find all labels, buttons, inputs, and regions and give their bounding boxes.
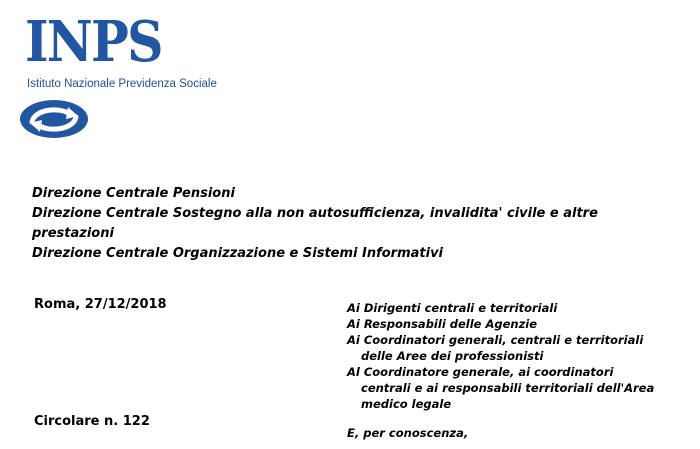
recipient-item: Ai Dirigenti centrali e territoriali: [347, 301, 558, 315]
recipient-item: Ai Coordinatori generali, centrali e territoriali delle Aree dei professionisti: [347, 333, 644, 363]
inps-logo: INPS: [25, 9, 162, 75]
recipient-item: Ai Responsabili delle Agenzie: [347, 317, 538, 331]
place-date: Roma, 27/12/2018: [34, 297, 167, 312]
recipients-list: [347, 300, 667, 412]
directorates-list: [32, 184, 672, 264]
recipient-item: Al Coordinatore generale, ai coordinatori centrali e ai responsabili territoriali dell'Area medico legale: [347, 365, 655, 411]
circular-number: Circolare n. 122: [34, 414, 150, 429]
directorate-pensions: Direzione Centrale Pensioni: [32, 186, 235, 201]
directorate-support: Direzione Centrale Sostegno alla non autosufficienza, invalidita' civile e altre prestazioni: [32, 206, 598, 241]
logo-subtitle: Istituto Nazionale Previdenza Sociale: [27, 78, 217, 90]
for-information: E, per conoscenza,: [347, 426, 469, 440]
directorate-organization: Direzione Centrale Organizzazione e Sistemi Informativi: [32, 246, 444, 261]
circular-arrows-icon: [18, 98, 90, 140]
